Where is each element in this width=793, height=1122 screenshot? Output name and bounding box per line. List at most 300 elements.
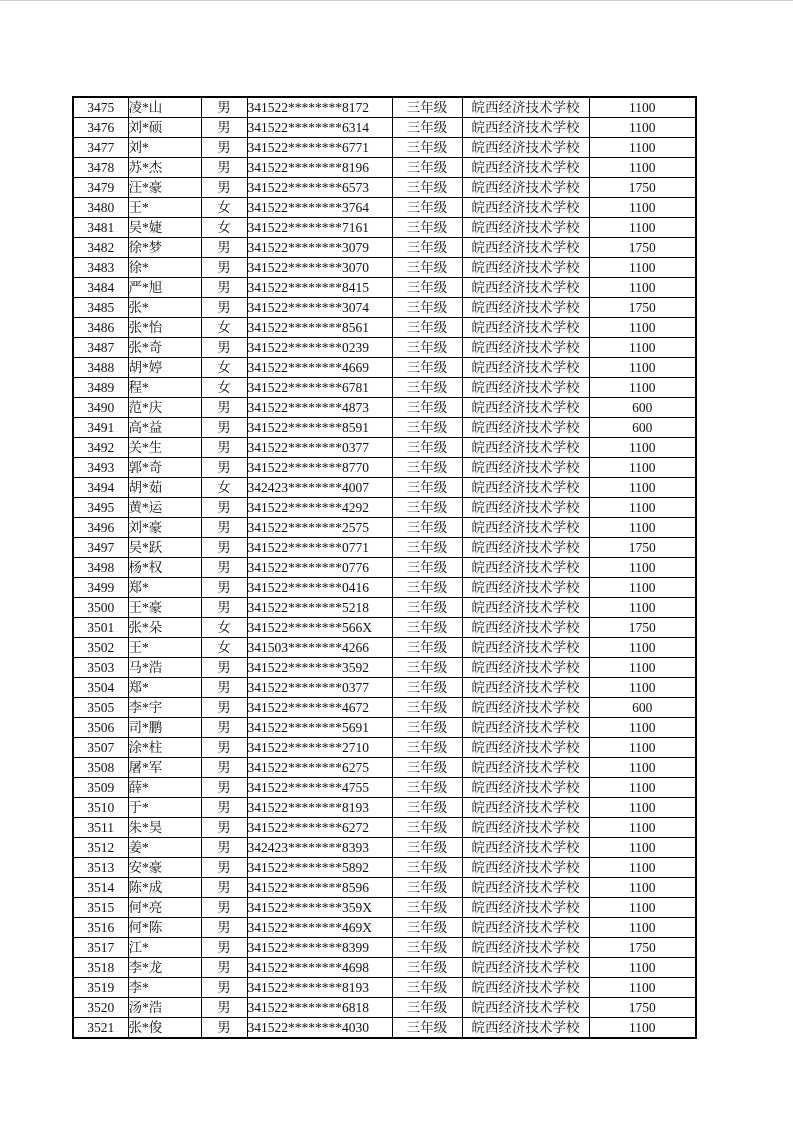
cell-school-name: 皖西经济技术学校	[462, 278, 589, 298]
cell-gender: 男	[201, 578, 247, 598]
cell-student-name: 刘*	[128, 138, 201, 158]
table-row	[73, 598, 696, 618]
cell-grade: 三年级	[392, 578, 462, 598]
table-row	[73, 518, 696, 538]
cell-serial-number: 3505	[73, 698, 128, 718]
cell-amount: 1100	[589, 378, 696, 398]
cell-serial-number: 3518	[73, 958, 128, 978]
cell-gender: 男	[201, 398, 247, 418]
cell-serial-number: 3494	[73, 478, 128, 498]
cell-serial-number: 3498	[73, 558, 128, 578]
cell-school-name: 皖西经济技术学校	[462, 858, 589, 878]
cell-amount: 1100	[589, 898, 696, 918]
table-row	[73, 838, 696, 858]
cell-serial-number: 3491	[73, 418, 128, 438]
cell-amount: 1100	[589, 278, 696, 298]
cell-id-number: 341522********2575	[247, 518, 392, 538]
cell-amount: 1100	[589, 978, 696, 998]
cell-gender: 男	[201, 278, 247, 298]
cell-gender: 女	[201, 478, 247, 498]
cell-id-number: 341503********4266	[247, 638, 392, 658]
cell-grade: 三年级	[392, 818, 462, 838]
table-row	[73, 858, 696, 878]
cell-school-name: 皖西经济技术学校	[462, 258, 589, 278]
cell-gender: 女	[201, 378, 247, 398]
cell-student-name: 江*	[128, 938, 201, 958]
cell-amount: 1100	[589, 658, 696, 678]
cell-student-name: 屠*军	[128, 758, 201, 778]
cell-school-name: 皖西经济技术学校	[462, 878, 589, 898]
cell-amount: 1100	[589, 718, 696, 738]
cell-id-number: 341522********8591	[247, 418, 392, 438]
table-row	[73, 538, 696, 558]
table-row	[73, 938, 696, 958]
cell-serial-number: 3484	[73, 278, 128, 298]
cell-id-number: 341522********2710	[247, 738, 392, 758]
cell-id-number: 341522********0239	[247, 338, 392, 358]
cell-student-name: 关*生	[128, 438, 201, 458]
table-row	[73, 418, 696, 438]
cell-serial-number: 3500	[73, 598, 128, 618]
cell-id-number: 341522********4669	[247, 358, 392, 378]
table-row	[73, 978, 696, 998]
cell-id-number: 341522********8415	[247, 278, 392, 298]
cell-id-number: 341522********8770	[247, 458, 392, 478]
cell-student-name: 朱*昊	[128, 818, 201, 838]
cell-student-name: 张*怡	[128, 318, 201, 338]
cell-amount: 1100	[589, 918, 696, 938]
cell-amount: 1750	[589, 538, 696, 558]
cell-id-number: 341522********4672	[247, 698, 392, 718]
cell-gender: 男	[201, 338, 247, 358]
cell-grade: 三年级	[392, 318, 462, 338]
cell-school-name: 皖西经济技术学校	[462, 378, 589, 398]
cell-serial-number: 3488	[73, 358, 128, 378]
cell-gender: 男	[201, 558, 247, 578]
cell-grade: 三年级	[392, 478, 462, 498]
cell-serial-number: 3483	[73, 258, 128, 278]
cell-grade: 三年级	[392, 138, 462, 158]
cell-amount: 1100	[589, 338, 696, 358]
cell-serial-number: 3506	[73, 718, 128, 738]
cell-grade: 三年级	[392, 358, 462, 378]
cell-amount: 1100	[589, 458, 696, 478]
cell-gender: 男	[201, 118, 247, 138]
cell-school-name: 皖西经济技术学校	[462, 658, 589, 678]
cell-student-name: 李*	[128, 978, 201, 998]
cell-school-name: 皖西经济技术学校	[462, 958, 589, 978]
cell-serial-number: 3480	[73, 198, 128, 218]
student-subsidy-table	[72, 96, 697, 1039]
cell-gender: 男	[201, 518, 247, 538]
cell-amount: 1100	[589, 858, 696, 878]
cell-grade: 三年级	[392, 438, 462, 458]
cell-school-name: 皖西经济技术学校	[462, 478, 589, 498]
cell-student-name: 王*	[128, 638, 201, 658]
table-row	[73, 298, 696, 318]
cell-grade: 三年级	[392, 958, 462, 978]
cell-serial-number: 3509	[73, 778, 128, 798]
cell-grade: 三年级	[392, 238, 462, 258]
cell-serial-number: 3476	[73, 118, 128, 138]
cell-id-number: 341522********0771	[247, 538, 392, 558]
cell-amount: 1100	[589, 438, 696, 458]
cell-gender: 男	[201, 718, 247, 738]
cell-gender: 男	[201, 658, 247, 678]
table-row	[73, 758, 696, 778]
cell-amount: 1100	[589, 198, 696, 218]
cell-grade: 三年级	[392, 338, 462, 358]
cell-id-number: 341522********5691	[247, 718, 392, 738]
cell-amount: 1100	[589, 638, 696, 658]
cell-amount: 1100	[589, 598, 696, 618]
cell-gender: 女	[201, 618, 247, 638]
cell-amount: 1750	[589, 618, 696, 638]
table-row	[73, 318, 696, 338]
cell-grade: 三年级	[392, 758, 462, 778]
cell-school-name: 皖西经济技术学校	[462, 638, 589, 658]
cell-serial-number: 3490	[73, 398, 128, 418]
cell-amount: 1100	[589, 97, 696, 118]
cell-gender: 男	[201, 818, 247, 838]
cell-amount: 1100	[589, 798, 696, 818]
table-row	[73, 198, 696, 218]
cell-grade: 三年级	[392, 658, 462, 678]
cell-gender: 男	[201, 938, 247, 958]
cell-gender: 男	[201, 878, 247, 898]
table-row	[73, 618, 696, 638]
cell-amount: 1100	[589, 498, 696, 518]
cell-student-name: 杨*权	[128, 558, 201, 578]
cell-student-name: 严*旭	[128, 278, 201, 298]
cell-serial-number: 3507	[73, 738, 128, 758]
cell-student-name: 姜*	[128, 838, 201, 858]
cell-serial-number: 3511	[73, 818, 128, 838]
table-row	[73, 898, 696, 918]
table-row	[73, 138, 696, 158]
cell-gender: 男	[201, 758, 247, 778]
cell-serial-number: 3504	[73, 678, 128, 698]
cell-grade: 三年级	[392, 558, 462, 578]
table-row	[73, 438, 696, 458]
cell-grade: 三年级	[392, 258, 462, 278]
table-row	[73, 378, 696, 398]
cell-serial-number: 3478	[73, 158, 128, 178]
cell-serial-number: 3495	[73, 498, 128, 518]
table-row	[73, 278, 696, 298]
cell-amount: 1100	[589, 518, 696, 538]
cell-student-name: 吴*跃	[128, 538, 201, 558]
cell-amount: 1750	[589, 298, 696, 318]
cell-serial-number: 3489	[73, 378, 128, 398]
cell-id-number: 342423********4007	[247, 478, 392, 498]
table-row	[73, 998, 696, 1018]
cell-grade: 三年级	[392, 298, 462, 318]
cell-gender: 男	[201, 738, 247, 758]
cell-gender: 女	[201, 218, 247, 238]
cell-grade: 三年级	[392, 878, 462, 898]
table-row	[73, 458, 696, 478]
cell-serial-number: 3499	[73, 578, 128, 598]
table-row	[73, 158, 696, 178]
cell-id-number: 341522********469X	[247, 918, 392, 938]
cell-amount: 1100	[589, 258, 696, 278]
cell-grade: 三年级	[392, 218, 462, 238]
cell-id-number: 341522********4873	[247, 398, 392, 418]
cell-student-name: 张*朵	[128, 618, 201, 638]
cell-id-number: 341522********8193	[247, 798, 392, 818]
cell-gender: 男	[201, 178, 247, 198]
cell-grade: 三年级	[392, 178, 462, 198]
cell-gender: 男	[201, 778, 247, 798]
cell-grade: 三年级	[392, 838, 462, 858]
cell-school-name: 皖西经济技术学校	[462, 458, 589, 478]
table-row	[73, 338, 696, 358]
table-row	[73, 238, 696, 258]
cell-student-name: 胡*婷	[128, 358, 201, 378]
cell-gender: 男	[201, 298, 247, 318]
table-row	[73, 658, 696, 678]
cell-grade: 三年级	[392, 998, 462, 1018]
cell-id-number: 341522********8561	[247, 318, 392, 338]
table-row	[73, 678, 696, 698]
cell-amount: 1750	[589, 938, 696, 958]
cell-school-name: 皖西经济技术学校	[462, 1018, 589, 1039]
cell-student-name: 司*鹏	[128, 718, 201, 738]
cell-serial-number: 3517	[73, 938, 128, 958]
table-row	[73, 118, 696, 138]
cell-student-name: 高*益	[128, 418, 201, 438]
cell-amount: 1750	[589, 998, 696, 1018]
cell-serial-number: 3513	[73, 858, 128, 878]
table-row	[73, 818, 696, 838]
cell-serial-number: 3501	[73, 618, 128, 638]
cell-id-number: 341522********3079	[247, 238, 392, 258]
table-row	[73, 738, 696, 758]
cell-id-number: 341522********3764	[247, 198, 392, 218]
cell-school-name: 皖西经济技术学校	[462, 518, 589, 538]
cell-amount: 600	[589, 418, 696, 438]
cell-school-name: 皖西经济技术学校	[462, 978, 589, 998]
cell-grade: 三年级	[392, 698, 462, 718]
cell-amount: 1750	[589, 178, 696, 198]
cell-student-name: 安*豪	[128, 858, 201, 878]
cell-amount: 1100	[589, 818, 696, 838]
cell-serial-number: 3514	[73, 878, 128, 898]
cell-grade: 三年级	[392, 938, 462, 958]
cell-amount: 600	[589, 398, 696, 418]
table-row	[73, 478, 696, 498]
cell-gender: 男	[201, 798, 247, 818]
cell-serial-number: 3485	[73, 298, 128, 318]
cell-grade: 三年级	[392, 538, 462, 558]
cell-school-name: 皖西经济技术学校	[462, 738, 589, 758]
cell-school-name: 皖西经济技术学校	[462, 838, 589, 858]
cell-serial-number: 3508	[73, 758, 128, 778]
cell-student-name: 张*奇	[128, 338, 201, 358]
cell-id-number: 341522********6771	[247, 138, 392, 158]
cell-serial-number: 3520	[73, 998, 128, 1018]
cell-gender: 女	[201, 358, 247, 378]
cell-gender: 男	[201, 258, 247, 278]
cell-student-name: 胡*茹	[128, 478, 201, 498]
cell-grade: 三年级	[392, 1018, 462, 1039]
cell-gender: 男	[201, 998, 247, 1018]
cell-amount: 1100	[589, 958, 696, 978]
cell-grade: 三年级	[392, 158, 462, 178]
cell-student-name: 薛*	[128, 778, 201, 798]
cell-student-name: 何*陈	[128, 918, 201, 938]
cell-serial-number: 3502	[73, 638, 128, 658]
cell-amount: 1100	[589, 318, 696, 338]
cell-id-number: 341522********566X	[247, 618, 392, 638]
cell-grade: 三年级	[392, 918, 462, 938]
cell-amount: 1100	[589, 878, 696, 898]
cell-id-number: 341522********3070	[247, 258, 392, 278]
cell-id-number: 342423********8393	[247, 838, 392, 858]
cell-id-number: 341522********6781	[247, 378, 392, 398]
cell-student-name: 汤*浩	[128, 998, 201, 1018]
cell-student-name: 徐*	[128, 258, 201, 278]
cell-school-name: 皖西经济技术学校	[462, 438, 589, 458]
cell-school-name: 皖西经济技术学校	[462, 118, 589, 138]
cell-id-number: 341522********6818	[247, 998, 392, 1018]
table-row	[73, 918, 696, 938]
cell-serial-number: 3477	[73, 138, 128, 158]
cell-school-name: 皖西经济技术学校	[462, 798, 589, 818]
cell-grade: 三年级	[392, 278, 462, 298]
cell-grade: 三年级	[392, 198, 462, 218]
cell-school-name: 皖西经济技术学校	[462, 558, 589, 578]
cell-serial-number: 3521	[73, 1018, 128, 1039]
cell-grade: 三年级	[392, 458, 462, 478]
cell-gender: 男	[201, 458, 247, 478]
cell-grade: 三年级	[392, 678, 462, 698]
cell-serial-number: 3492	[73, 438, 128, 458]
cell-grade: 三年级	[392, 518, 462, 538]
cell-student-name: 凌*山	[128, 97, 201, 118]
cell-gender: 男	[201, 918, 247, 938]
cell-grade: 三年级	[392, 498, 462, 518]
cell-id-number: 341522********3592	[247, 658, 392, 678]
cell-school-name: 皖西经济技术学校	[462, 678, 589, 698]
table-row	[73, 398, 696, 418]
cell-school-name: 皖西经济技术学校	[462, 818, 589, 838]
cell-school-name: 皖西经济技术学校	[462, 358, 589, 378]
cell-student-name: 郑*	[128, 578, 201, 598]
cell-school-name: 皖西经济技术学校	[462, 158, 589, 178]
cell-id-number: 341522********7161	[247, 218, 392, 238]
table-row	[73, 798, 696, 818]
cell-school-name: 皖西经济技术学校	[462, 398, 589, 418]
cell-school-name: 皖西经济技术学校	[462, 298, 589, 318]
cell-grade: 三年级	[392, 378, 462, 398]
cell-grade: 三年级	[392, 398, 462, 418]
cell-serial-number: 3515	[73, 898, 128, 918]
cell-student-name: 张*俊	[128, 1018, 201, 1039]
table-row	[73, 358, 696, 378]
cell-grade: 三年级	[392, 618, 462, 638]
cell-gender: 男	[201, 838, 247, 858]
table-row	[73, 718, 696, 738]
cell-gender: 男	[201, 418, 247, 438]
cell-serial-number: 3493	[73, 458, 128, 478]
cell-student-name: 陈*成	[128, 878, 201, 898]
cell-amount: 1100	[589, 1018, 696, 1039]
cell-amount: 1100	[589, 478, 696, 498]
cell-student-name: 王*豪	[128, 598, 201, 618]
cell-serial-number: 3487	[73, 338, 128, 358]
cell-school-name: 皖西经济技术学校	[462, 998, 589, 1018]
cell-student-name: 何*亮	[128, 898, 201, 918]
cell-school-name: 皖西经济技术学校	[462, 178, 589, 198]
cell-amount: 1100	[589, 138, 696, 158]
cell-grade: 三年级	[392, 778, 462, 798]
table-row	[73, 498, 696, 518]
table-row	[73, 878, 696, 898]
cell-gender: 男	[201, 978, 247, 998]
cell-grade: 三年级	[392, 978, 462, 998]
cell-gender: 男	[201, 158, 247, 178]
table-row	[73, 258, 696, 278]
cell-amount: 600	[589, 698, 696, 718]
cell-gender: 男	[201, 97, 247, 118]
cell-id-number: 341522********6314	[247, 118, 392, 138]
cell-id-number: 341522********0377	[247, 678, 392, 698]
cell-serial-number: 3482	[73, 238, 128, 258]
cell-id-number: 341522********5892	[247, 858, 392, 878]
cell-grade: 三年级	[392, 118, 462, 138]
table-row	[73, 97, 696, 118]
cell-id-number: 341522********4755	[247, 778, 392, 798]
cell-student-name: 涂*柱	[128, 738, 201, 758]
cell-serial-number: 3516	[73, 918, 128, 938]
cell-serial-number: 3503	[73, 658, 128, 678]
cell-id-number: 341522********0776	[247, 558, 392, 578]
cell-id-number: 341522********6272	[247, 818, 392, 838]
cell-id-number: 341522********8196	[247, 158, 392, 178]
table-row	[73, 218, 696, 238]
cell-student-name: 李*宇	[128, 698, 201, 718]
cell-school-name: 皖西经济技术学校	[462, 138, 589, 158]
cell-id-number: 341522********0416	[247, 578, 392, 598]
cell-serial-number: 3475	[73, 97, 128, 118]
cell-student-name: 苏*杰	[128, 158, 201, 178]
cell-school-name: 皖西经济技术学校	[462, 898, 589, 918]
cell-school-name: 皖西经济技术学校	[462, 718, 589, 738]
cell-amount: 1750	[589, 238, 696, 258]
page-top-edge-line	[0, 0, 793, 1]
cell-student-name: 王*	[128, 198, 201, 218]
cell-id-number: 341522********0377	[247, 438, 392, 458]
cell-gender: 男	[201, 898, 247, 918]
cell-gender: 男	[201, 438, 247, 458]
cell-amount: 1100	[589, 358, 696, 378]
cell-gender: 男	[201, 1018, 247, 1039]
cell-gender: 女	[201, 198, 247, 218]
cell-school-name: 皖西经济技术学校	[462, 598, 589, 618]
cell-grade: 三年级	[392, 638, 462, 658]
table-row	[73, 698, 696, 718]
cell-gender: 男	[201, 238, 247, 258]
cell-id-number: 341522********8596	[247, 878, 392, 898]
cell-school-name: 皖西经济技术学校	[462, 758, 589, 778]
cell-gender: 女	[201, 318, 247, 338]
cell-student-name: 程*	[128, 378, 201, 398]
table-row	[73, 958, 696, 978]
cell-school-name: 皖西经济技术学校	[462, 578, 589, 598]
table-row	[73, 1018, 696, 1039]
